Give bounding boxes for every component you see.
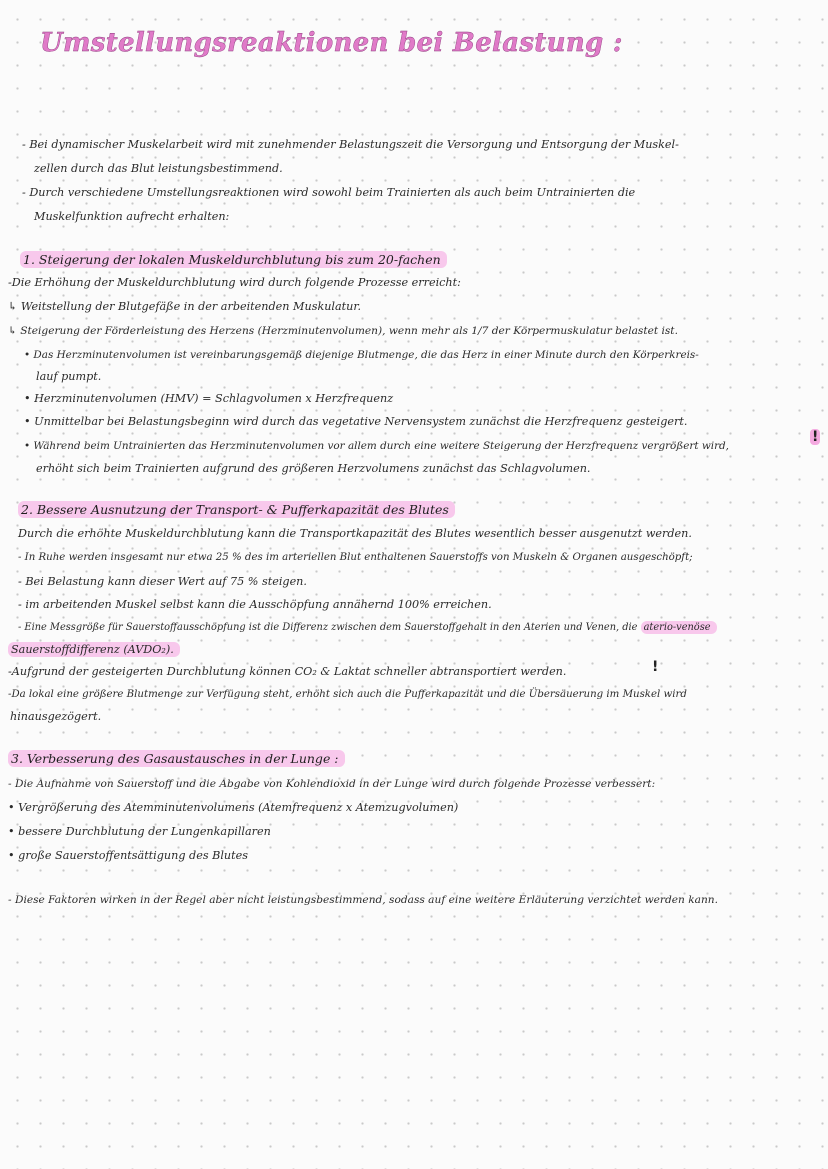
section3-line-4: • große Sauerstoffentsättigung des Blutes [8,849,248,862]
section3-line-3: • bessere Durchblutung der Lungenkapillaren [8,825,271,838]
section1-line-7: • Unmittelbar bei Belastungsbeginn wird durch das vegetative Nervensystem zunächst die Herzfrequenz gesteigert. [24,415,688,428]
section3-line-1: - Die Aufnahme von Sauerstoff und die Abgabe von Kohlendioxid in der Lunge wird durch folgende Prozesse verbessert: [8,778,656,790]
section2-line-6 [8,643,180,657]
intro-line-3: - Durch verschiedene Umstellungsreaktionen wird sowohl beim Trainierten als auch beim Untrainierten die [22,186,636,199]
section1-heading-highlight: 1. Steigerung der lokalen Muskeldurchblutung bis zum 20-fachen [20,251,447,268]
section1-heading [20,253,447,267]
section2-line-4: - im arbeitenden Muskel selbst kann die Ausschöpfung annähernd 100% erreichen. [18,598,492,611]
section1-line-8: • Während beim Untrainierten das Herzminutenvolumen vor allem durch eine weitere Steigerung der Herzfrequenz vergrößert wird, [24,440,729,452]
section3-line-2: • Vergrößerung des Atemminutenvolumens (Atemfrequenz x Atemzugvolumen) [8,801,459,814]
closing-line: - Diese Faktoren wirken in der Regel aber nicht leistungsbestimmend, sodass auf eine weitere Erläuterung verzichtet werden kann. [8,894,718,906]
section2-heading [18,503,455,517]
avdo2-highlight-start: aterio-venöse [641,621,717,634]
intro-line-4: Muskelfunktion aufrecht erhalten: [34,210,230,223]
section1-line-5: lauf pumpt. [36,370,102,383]
section2-line-8: -Da lokal eine größere Blutmenge zur Verfügung steht, erhöht sich auch die Pufferkapazität und die Übersäuerung im Muskel wird [8,689,687,700]
section2-line-5-text: - Eine Messgröße für Sauerstoffausschöpfung ist die Differenz zwischen dem Sauerstoffgehalt in den Aterien und Venen, die [18,622,638,633]
section1-line-6: • Herzminutenvolumen (HMV) = Schlagvolumen x Herzfrequenz [24,392,394,405]
section2-line-3: - Bei Belastung kann dieser Wert auf 75 % steigen. [18,575,307,588]
section1-line-4: • Das Herzminutenvolumen ist vereinbarungsgemäß diejenige Blutmenge, die das Herz in einer Minute durch den Körperkreis- [24,349,699,361]
intro-line-1: - Bei dynamischer Muskelarbeit wird mit zunehmender Belastungszeit die Versorgung und Entsorgung der Muskel- [22,138,679,151]
section2-heading-highlight: 2. Bessere Ausnutzung der Transport- & Pufferkapazität des Blutes [18,501,455,518]
section2-line-2: - In Ruhe werden insgesamt nur etwa 25 % des im arteriellen Blut enthaltenen Sauerstoffs von Muskeln & Organen ausgeschöpft; [18,552,693,563]
section2-line-9: hinausgezögert. [10,710,102,723]
section2-line-7: -Aufgrund der gesteigerten Durchblutung können CO₂ & Laktat schneller abtransportiert werden. [8,665,567,678]
section2-line-5 [18,621,717,635]
section3-heading-highlight: 3. Verbesserung des Gasaustausches in der Lunge : [8,750,345,767]
section2-line-1: Durch die erhöhte Muskeldurchblutung kann die Transportkapazität des Blutes wesentlich besser ausgenutzt werden. [18,527,692,540]
page-title: Umstellungsreaktionen bei Belastung : [40,28,623,58]
section1-line-1: -Die Erhöhung der Muskeldurchblutung wird durch folgende Prozesse erreicht: [8,276,461,289]
avdo2-highlight: Sauerstoffdifferenz (AVDO₂). [8,642,180,657]
section1-line-2: ↳ Weitstellung der Blutgefäße in der arbeitenden Muskulatur. [8,300,362,313]
section1-line-3: ↳ Steigerung der Förderleistung des Herzens (Herzminutenvolumen), wenn mehr als 1/7 der Körpermuskulatur belastet ist. [8,325,678,337]
exclamation-mark: ! [812,429,819,445]
exclamation-mark-2: ! [652,659,659,675]
section1-line-9: erhöht sich beim Trainierten aufgrund des größeren Herzvolumens zunächst das Schlagvolumen. [36,462,591,475]
section3-heading [8,752,345,766]
intro-line-2: zellen durch das Blut leistungsbestimmend. [34,162,283,175]
